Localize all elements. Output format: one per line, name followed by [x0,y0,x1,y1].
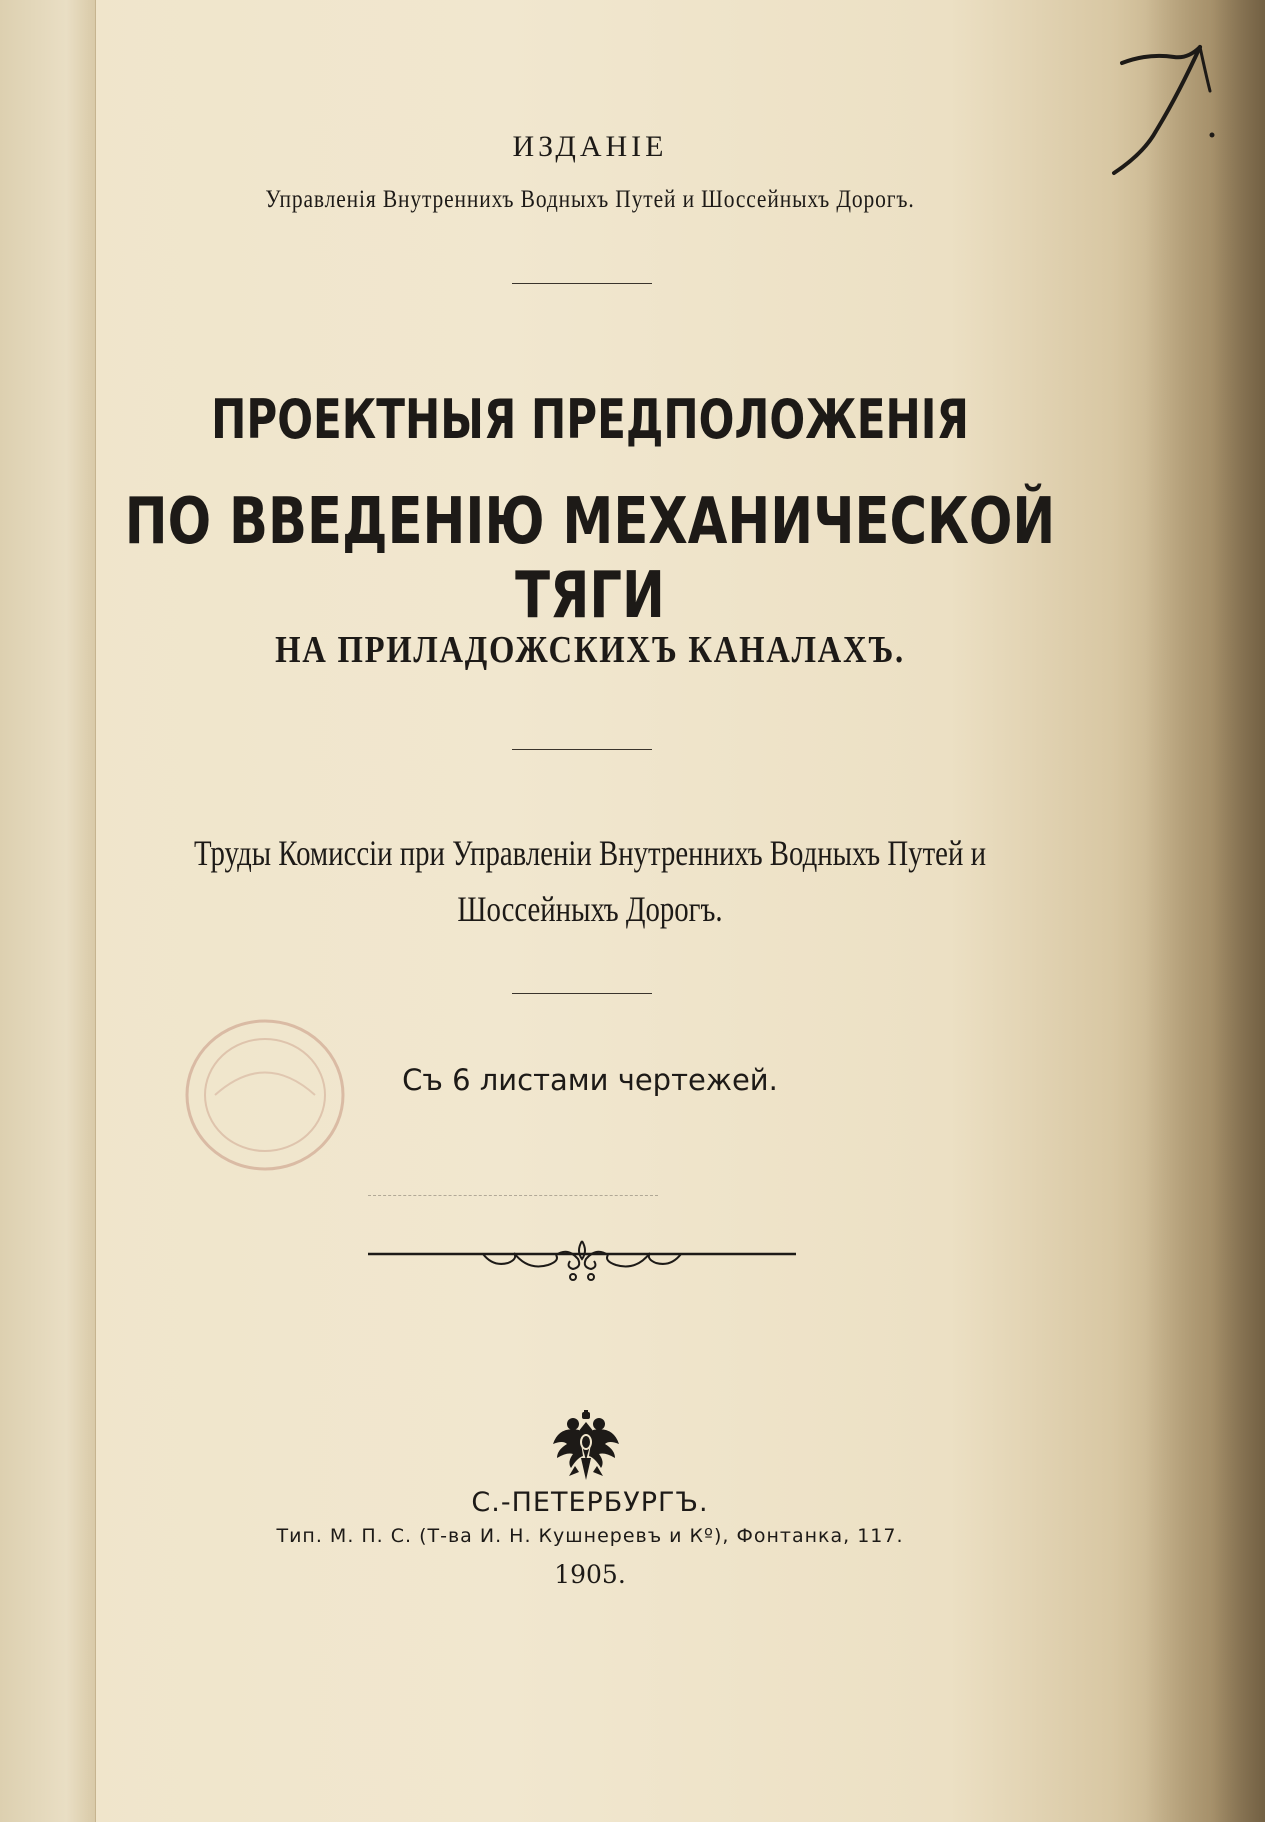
divider-rule-2 [512,749,652,750]
faint-rule [368,1195,658,1196]
handwritten-number-mark [1108,35,1218,185]
imprint-city: С.-ПЕТЕРБУРГЪ. [471,1487,709,1518]
works-subtitle [118,825,1062,937]
imprint-printer: Тип. М. П. С. (Т-ва И. Н. Кушнеревъ и Кº), Фонтанка, 117. [276,1525,904,1547]
page-edge-shadow [1145,0,1265,1822]
binding-strip [0,0,96,1822]
imprint-year: 1905. [554,1560,626,1589]
works-line-1: Труды Комиссіи при Управленіи Внутреннихъ Водныхъ Путей и [194,833,986,873]
divider-rule-1 [512,283,652,284]
title-line-3: НА ПРИЛАДОЖСКИХЪ КАНАЛАХЪ. [275,629,905,671]
drawings-note: Съ 6 листами чертежей. [402,1063,778,1097]
title-line-2: ПО ВВЕДЕНІЮ МЕХАНИЧЕСКОЙ ТЯГИ [124,485,1056,633]
ornamental-divider-icon [368,1237,796,1287]
publisher-label: ИЗДАНІЕ [512,130,668,163]
library-stamp-icon [175,1010,350,1180]
double-headed-eagle-icon [551,1410,621,1482]
divider-rule-3 [512,993,652,994]
publisher-name: Управленія Внутреннихъ Водныхъ Путей и Шоссейныхъ Дорогъ. [265,186,915,213]
title-line-1: ПРОЕКТНЫЯ ПРЕДПОЛОЖЕНІЯ [211,388,969,451]
works-line-2: Шоссейныхъ Дорогъ. [457,889,723,929]
